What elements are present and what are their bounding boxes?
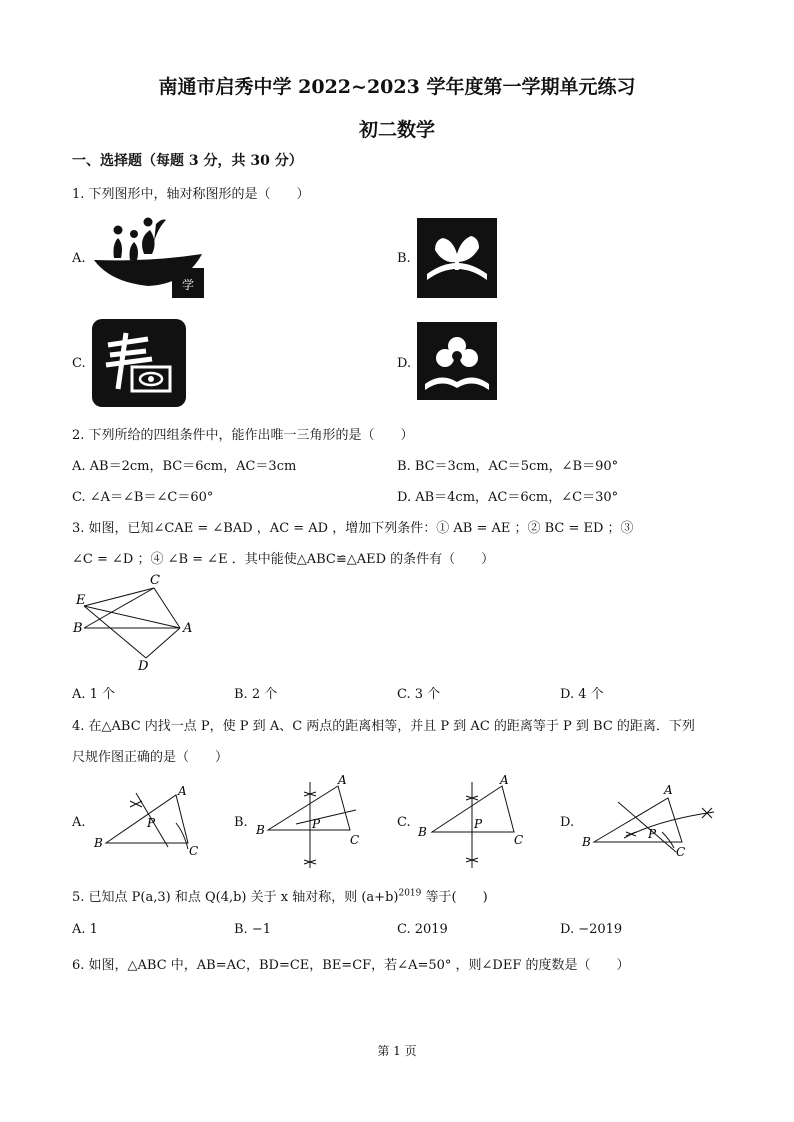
question-3-line1: 3. 如图，已知∠CAE = ∠BAD ，AC = AD ，增加下列条件：① AB = AE ；② BC = ED ；③ <box>72 521 634 536</box>
q4-figure-b <box>252 772 372 872</box>
question-4-line1: 4. 在△ABC 内找一点 P，使 P 到 A、C 两点的距离相等，并且 P 到 AC 的距离等于 P 到 BC 的距离．下列 <box>72 719 695 734</box>
q1-option-c-label: C. <box>72 356 86 371</box>
q3-label-e: E <box>76 593 86 608</box>
q4d-label-b: B <box>582 835 591 849</box>
q4-option-d-label: D. <box>560 815 575 830</box>
q4d-label-p: P <box>648 827 657 841</box>
q4b-label-a: A <box>338 773 347 787</box>
question-6-stem: 6. 如图，△ABC 中，AB=AC，BD=CE，BE=CF，若∠A=50° ，则∠DEF 的度数是（ ） <box>72 958 630 973</box>
q5-stem-b: 等于( ) <box>421 890 488 905</box>
q2-option-b: B. BC＝3cm，AC＝5cm，∠B＝90° <box>397 459 619 474</box>
q4d-label-c: C <box>676 845 686 859</box>
q3-label-a: A <box>183 621 193 636</box>
page-number: 第 1 页 <box>377 1044 417 1058</box>
q4b-label-p: P <box>312 817 321 831</box>
q4-option-c-label: C. <box>397 815 411 830</box>
q3-option-d: D. 4 个 <box>560 687 604 702</box>
question-3-line2: ∠C = ∠D ；④ ∠B = ∠E ．其中能使△ABC≌△AED 的条件有（ ） <box>72 552 495 567</box>
q4d-label-a: A <box>664 783 673 797</box>
q4a-label-a: A <box>178 784 187 798</box>
q5-exponent: 2019 <box>398 888 422 899</box>
logo-a-char: 学 <box>182 278 195 292</box>
question-1-stem: 1. 下列图形中，轴对称图形的是（ ） <box>72 187 310 202</box>
q4c-label-a: A <box>500 773 509 787</box>
q4-figure-a <box>92 775 212 865</box>
q5-option-b: B. −1 <box>234 922 271 937</box>
q4b-label-c: C <box>350 833 360 847</box>
q4a-label-b: B <box>94 836 103 850</box>
page-subtitle: 初二数学 <box>358 119 435 141</box>
q3-option-b: B. 2 个 <box>234 687 278 702</box>
q5-stem-a: 5. 已知点 P(a,3) 和点 Q(4,b) 关于 x 轴对称，则 (a+b) <box>72 890 399 905</box>
q2-option-d: D. AB＝4cm，AC＝6cm，∠C＝30° <box>397 490 619 505</box>
q5-option-c: C. 2019 <box>397 922 448 937</box>
q1-option-a-logo <box>90 214 214 300</box>
q4a-label-c: C <box>189 844 199 858</box>
q5-option-d: D. −2019 <box>560 922 623 937</box>
q5-option-a: A. 1 <box>72 922 98 937</box>
q4-figure-c <box>416 772 536 872</box>
q4c-label-p: P <box>474 817 483 831</box>
q1-option-a-label: A. <box>72 251 86 266</box>
q4c-label-c: C <box>514 833 524 847</box>
q1-option-b-label: B. <box>397 251 411 266</box>
section-heading: 一、选择题（每题 3 分，共 30 分） <box>72 153 303 169</box>
q3-option-c: C. 3 个 <box>397 687 441 702</box>
q3-figure <box>70 570 200 675</box>
q4a-label-p: P <box>147 816 156 830</box>
q3-label-d: D <box>138 659 149 674</box>
q1-option-d-logo <box>417 322 497 400</box>
q3-option-a: A. 1 个 <box>72 687 116 702</box>
q4c-label-b: B <box>418 825 427 839</box>
q3-label-b: B <box>73 621 83 636</box>
q4-figure-d <box>578 776 728 866</box>
q1-option-c-logo <box>92 319 186 407</box>
q4-option-b-label: B. <box>234 815 248 830</box>
q3-label-c: C <box>150 573 160 588</box>
page-title: 南通市启秀中学 2022~2023 学年度第一学期单元练习 <box>158 76 636 98</box>
q4b-label-b: B <box>256 823 265 837</box>
q2-option-c: C. ∠A＝∠B＝∠C＝60° <box>72 490 214 505</box>
question-5-stem <box>72 886 488 905</box>
q4-option-a-label: A. <box>72 815 86 830</box>
q1-option-d-label: D. <box>397 356 412 371</box>
q1-option-b-logo <box>417 218 497 298</box>
question-2-stem: 2. 下列所给的四组条件中，能作出唯一三角形的是（ ） <box>72 428 414 443</box>
question-4-line2: 尺规作图正确的是（ ） <box>72 750 229 765</box>
q2-option-a: A. AB＝2cm，BC＝6cm，AC＝3cm <box>72 459 297 474</box>
